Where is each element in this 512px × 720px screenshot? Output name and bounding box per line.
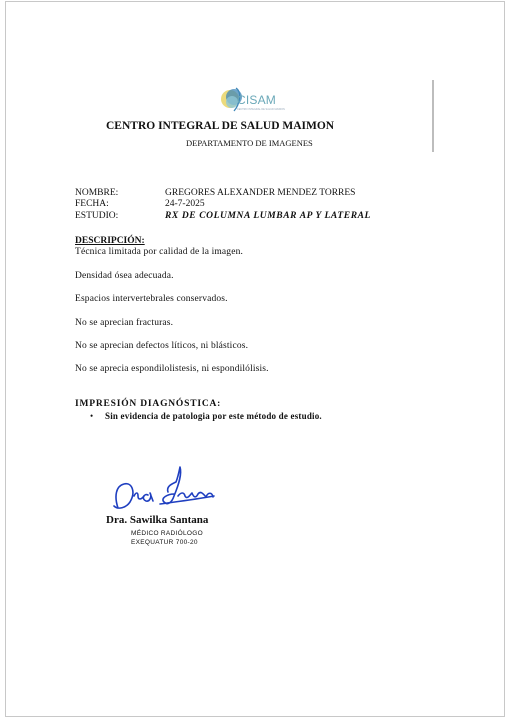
impression-heading: IMPRESIÓN DIAGNÓSTICA: [75, 399, 222, 409]
name-value: GREGORES ALEXANDER MENDEZ TORRES [165, 188, 356, 198]
name-label: NOMBRE: [75, 188, 119, 198]
study-label: ESTUDIO: [75, 211, 119, 221]
logo-subtext: CENTRO INTEGRAL DE SALUD MAIMON [237, 108, 285, 111]
margin-rule [432, 80, 434, 152]
description-line: No se aprecian fracturas. [75, 318, 174, 328]
description-line: No se aprecia espondilolistesis, ni espondilólisis. [75, 364, 269, 374]
description-line: Técnica limitada por calidad de la imagen. [75, 247, 243, 257]
department-name: DEPARTAMENTO DE IMAGENES [186, 138, 313, 148]
study-value: RX DE COLUMNA LUMBAR AP Y LATERAL [165, 211, 371, 221]
description-line: Densidad ósea adecuada. [75, 271, 174, 281]
impression-item: Sin evidencia de patologia por este método de estudio. [105, 411, 322, 421]
description-line: No se aprecian defectos líticos, ni blásticos. [75, 341, 249, 351]
signer-exequatur: EXEQUATUR 700-20 [131, 539, 198, 546]
date-label: FECHA: [75, 199, 109, 209]
description-line: Espacios intervertebrales conservados. [75, 294, 228, 304]
handwritten-signature [108, 462, 218, 518]
description-heading: DESCRIPCIÓN: [75, 236, 145, 246]
bullet-icon: • [90, 411, 94, 421]
center-name: CENTRO INTEGRAL DE SALUD MAIMON [106, 120, 335, 132]
signer-name: Dra. Sawilka Santana [106, 514, 209, 526]
signer-title: MÉDICO RADIÓLOGO [131, 530, 203, 537]
date-value: 24-7-2025 [165, 199, 205, 209]
logo-text: CISAM [237, 93, 277, 107]
